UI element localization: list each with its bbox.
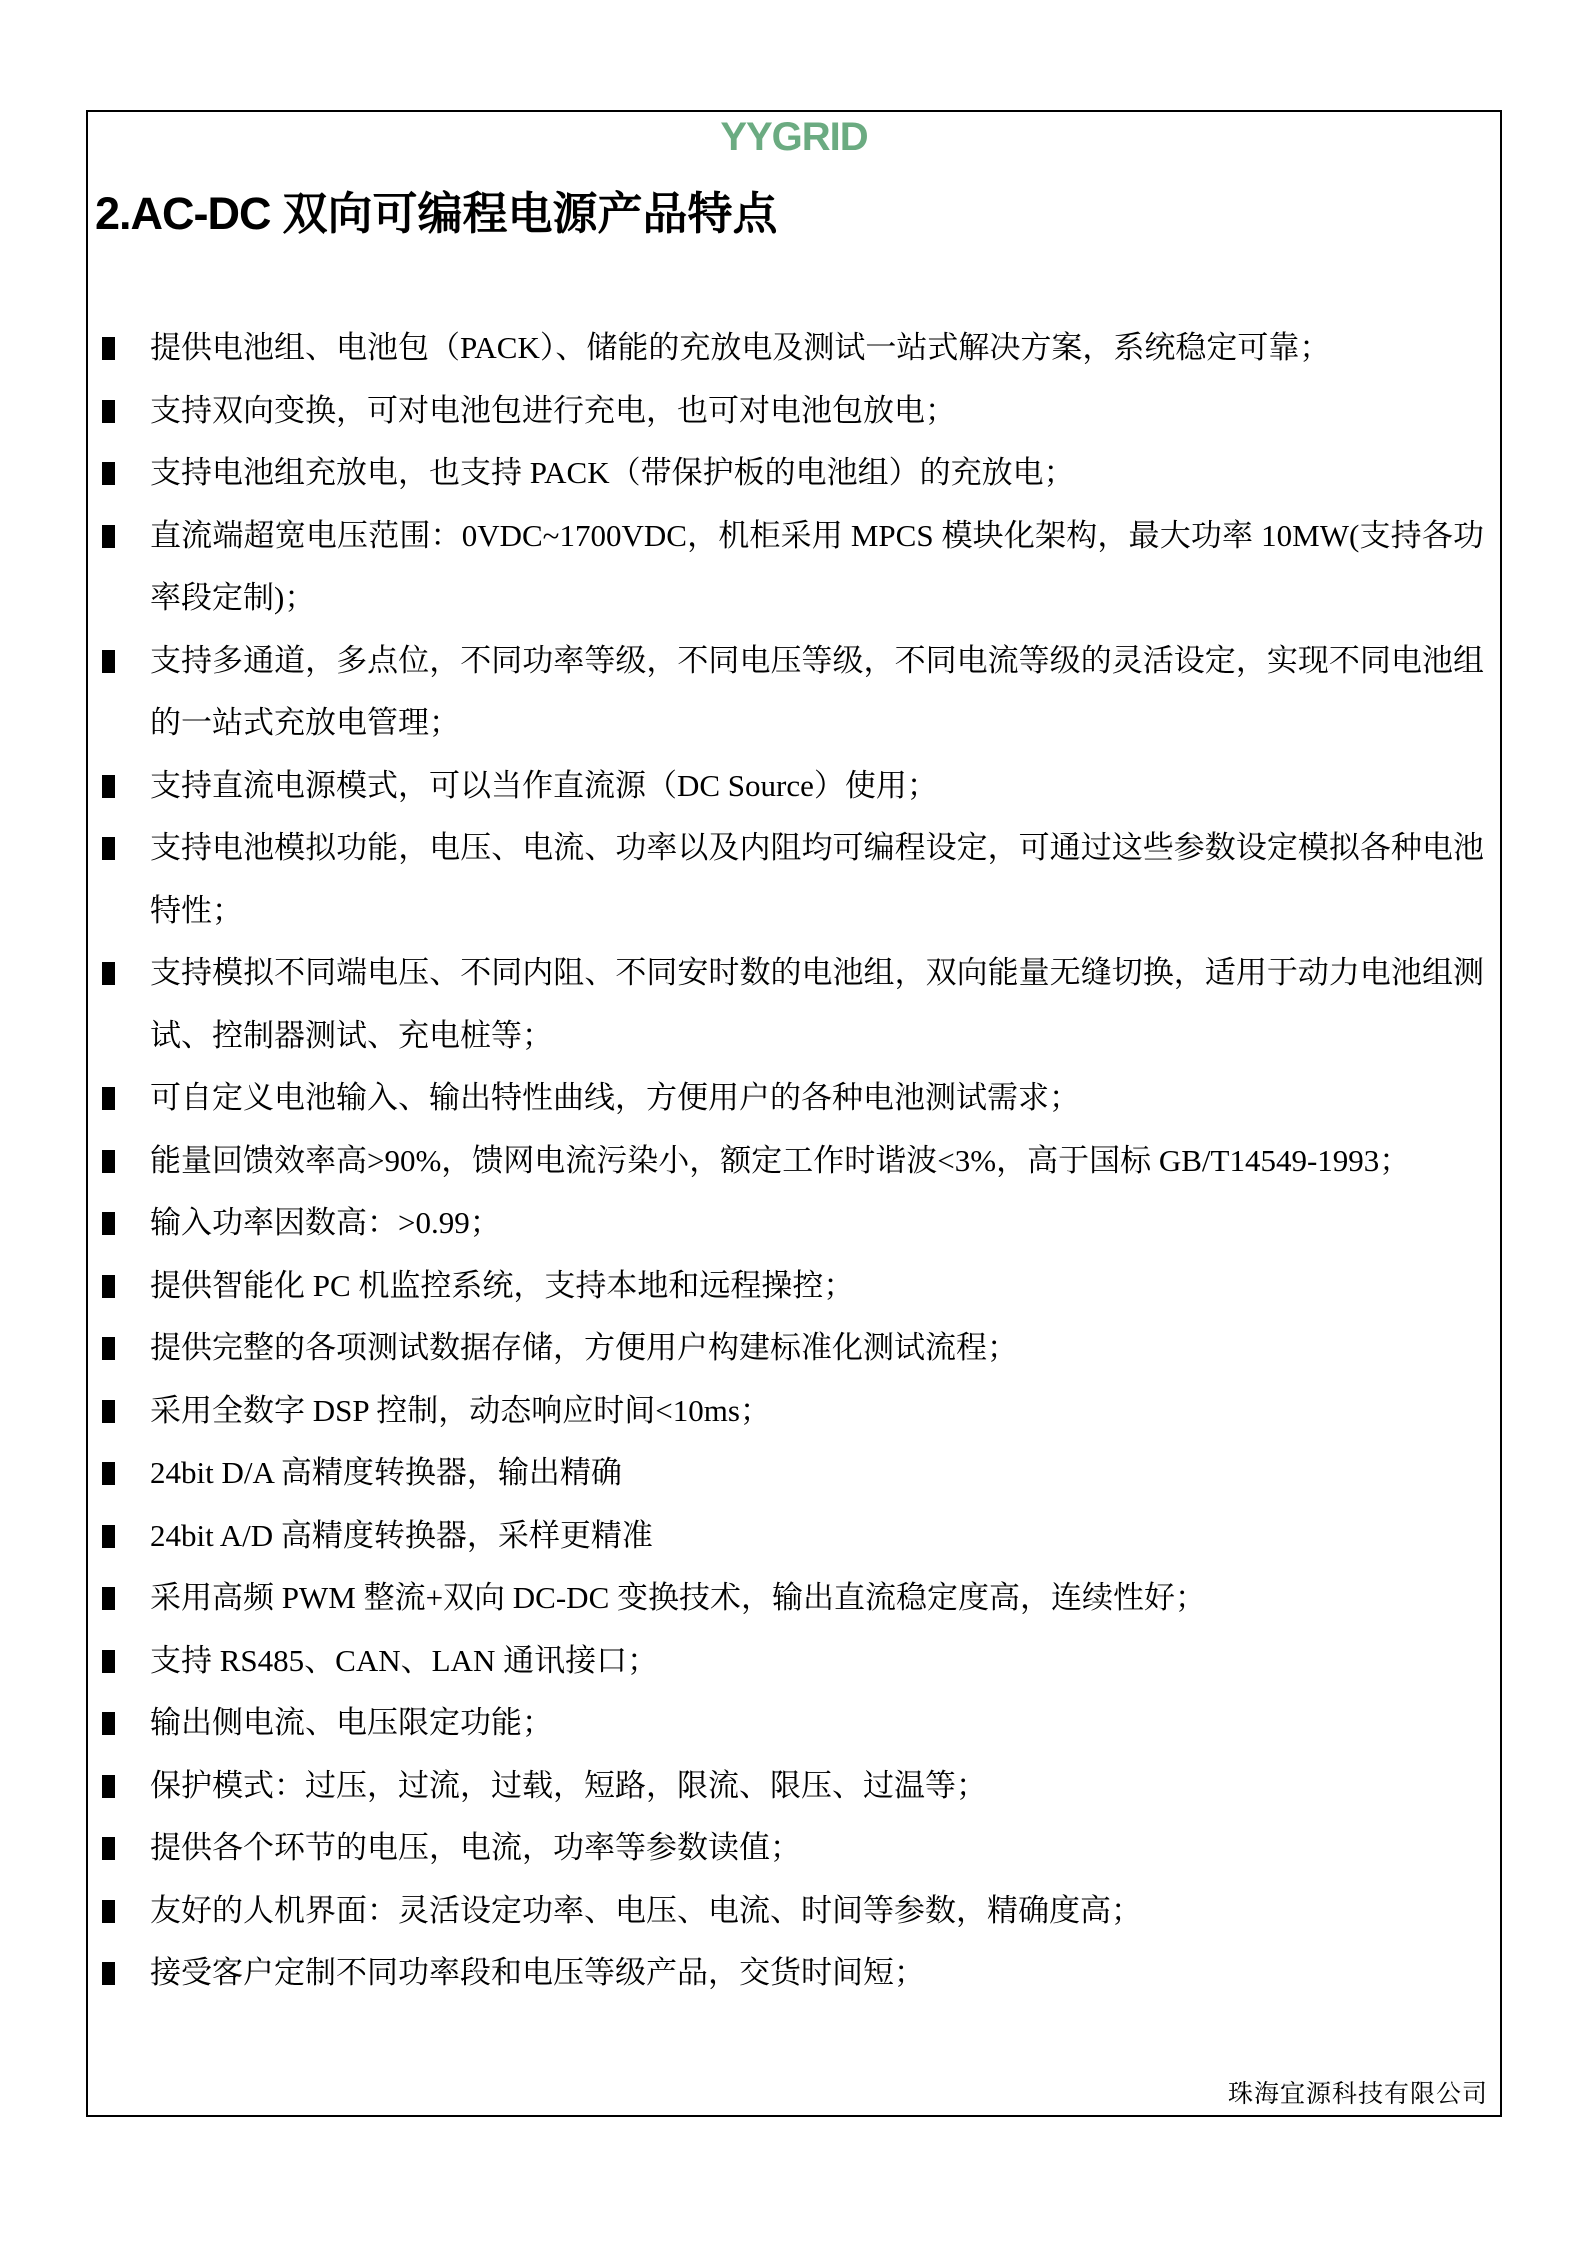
feature-text: 支持模拟不同端电压、不同内阻、不同安时数的电池组，双向能量无缝切换，适用于动力电池组测试、控制器测试、充电桩等； bbox=[150, 955, 1484, 1053]
feature-text: 提供智能化 PC 机监控系统，支持本地和远程操控； bbox=[150, 1267, 855, 1303]
feature-text: 提供各个环节的电压，电流，功率等参数读值； bbox=[150, 1830, 801, 1865]
square-bullet-icon bbox=[102, 1900, 115, 1923]
feature-item bbox=[88, 755, 1500, 818]
square-bullet-icon bbox=[102, 525, 115, 548]
footer-company-name: 珠海宜源科技有限公司 bbox=[1227, 2081, 1488, 2108]
square-bullet-icon bbox=[102, 775, 115, 798]
feature-item bbox=[88, 1880, 1500, 1943]
page-title bbox=[88, 166, 1500, 253]
feature-item bbox=[88, 1505, 1500, 1568]
square-bullet-icon bbox=[102, 1525, 115, 1548]
feature-item bbox=[88, 1317, 1500, 1380]
feature-text: 支持多通道，多点位，不同功率等级，不同电压等级，不同电流等级的灵活设定，实现不同电池组的一站式充放电管理； bbox=[150, 642, 1484, 740]
feature-text: 友好的人机界面：灵活设定功率、电压、电流、时间等参数，精确度高； bbox=[150, 1892, 1142, 1928]
feature-text: 可自定义电池输入、输出特性曲线，方便用户的各种电池测试需求； bbox=[150, 1080, 1080, 1115]
square-bullet-icon bbox=[102, 1587, 115, 1610]
square-bullet-icon bbox=[102, 1837, 115, 1860]
square-bullet-icon bbox=[102, 462, 115, 485]
square-bullet-icon bbox=[102, 1150, 115, 1173]
feature-text: 提供电池组、电池包（PACK）、储能的充放电及测试一站式解决方案，系统稳定可靠； bbox=[150, 330, 1331, 365]
feature-text: 提供完整的各项测试数据存储，方便用户构建标准化测试流程； bbox=[150, 1330, 1018, 1365]
square-bullet-icon bbox=[102, 1400, 115, 1423]
feature-item bbox=[88, 505, 1500, 630]
feature-text: 采用高频 PWM 整流+双向 DC-DC 变换技术，输出直流稳定度高，连续性好； bbox=[150, 1580, 1206, 1615]
feature-item bbox=[88, 1442, 1500, 1505]
square-bullet-icon bbox=[102, 400, 115, 423]
feature-item bbox=[88, 1380, 1500, 1443]
square-bullet-icon bbox=[102, 1962, 115, 1985]
page-border-frame bbox=[86, 110, 1502, 2117]
yygrid-logo: YYGRID bbox=[720, 115, 868, 159]
feature-text: 支持双向变换，可对电池包进行充电，也可对电池包放电； bbox=[150, 392, 956, 428]
square-bullet-icon bbox=[102, 962, 115, 985]
section-number: 2.AC-DC bbox=[95, 188, 271, 239]
feature-item bbox=[88, 1630, 1500, 1693]
feature-text: 支持电池模拟功能，电压、电流、功率以及内阻均可编程设定，可通过这些参数设定模拟各种电池特性； bbox=[150, 830, 1484, 928]
feature-item bbox=[88, 817, 1500, 942]
feature-text: 采用全数字 DSP 控制，动态响应时间<10ms； bbox=[150, 1392, 771, 1428]
header-row bbox=[88, 112, 1500, 166]
square-bullet-icon bbox=[102, 1712, 115, 1735]
feature-item bbox=[88, 1567, 1500, 1630]
feature-text: 输入功率因数高：>0.99； bbox=[150, 1205, 501, 1240]
feature-item bbox=[88, 380, 1500, 443]
feature-text: 保护模式：过压，过流，过载，短路，限流、限压、过温等； bbox=[150, 1767, 987, 1803]
square-bullet-icon bbox=[102, 650, 115, 673]
feature-item bbox=[88, 1755, 1500, 1818]
square-bullet-icon bbox=[102, 1650, 115, 1673]
feature-item bbox=[88, 1130, 1500, 1193]
feature-text: 接受客户定制不同功率段和电压等级产品，交货时间短； bbox=[150, 1955, 925, 1990]
square-bullet-icon bbox=[102, 1087, 115, 1110]
feature-list bbox=[88, 317, 1500, 2005]
feature-item bbox=[88, 1192, 1500, 1255]
square-bullet-icon bbox=[102, 337, 115, 360]
feature-item bbox=[88, 1817, 1500, 1880]
square-bullet-icon bbox=[102, 837, 115, 860]
feature-item bbox=[88, 442, 1500, 505]
feature-text: 支持 RS485、CAN、LAN 通讯接口； bbox=[150, 1642, 659, 1678]
feature-item bbox=[88, 942, 1500, 1067]
square-bullet-icon bbox=[102, 1212, 115, 1235]
feature-item bbox=[88, 1067, 1500, 1130]
feature-text: 支持电池组充放电，也支持 PACK（带保护板的电池组）的充放电； bbox=[150, 455, 1075, 490]
square-bullet-icon bbox=[102, 1337, 115, 1360]
feature-item bbox=[88, 1692, 1500, 1755]
feature-text: 24bit D/A 高精度转换器，输出精确 bbox=[150, 1455, 622, 1490]
feature-text: 能量回馈效率高>90%，馈网电流污染小，额定工作时谐波<3%，高于国标 GB/T14549-1993； bbox=[150, 1142, 1411, 1178]
feature-text: 直流端超宽电压范围：0VDC~1700VDC，机柜采用 MPCS 模块化架构，最大功率 10MW(支持各功率段定制)； bbox=[150, 517, 1484, 615]
feature-item bbox=[88, 1942, 1500, 2005]
feature-item bbox=[88, 1255, 1500, 1318]
feature-text: 输出侧电流、电压限定功能； bbox=[150, 1705, 553, 1740]
feature-text: 支持直流电源模式，可以当作直流源（DC Source）使用； bbox=[150, 767, 938, 803]
square-bullet-icon bbox=[102, 1275, 115, 1298]
section-title-text: 双向可编程电源产品特点 bbox=[282, 189, 778, 239]
feature-item bbox=[88, 317, 1500, 380]
square-bullet-icon bbox=[102, 1462, 115, 1485]
feature-text: 24bit A/D 高精度转换器，采样更精准 bbox=[150, 1517, 653, 1553]
square-bullet-icon bbox=[102, 1775, 115, 1798]
feature-item bbox=[88, 630, 1500, 755]
